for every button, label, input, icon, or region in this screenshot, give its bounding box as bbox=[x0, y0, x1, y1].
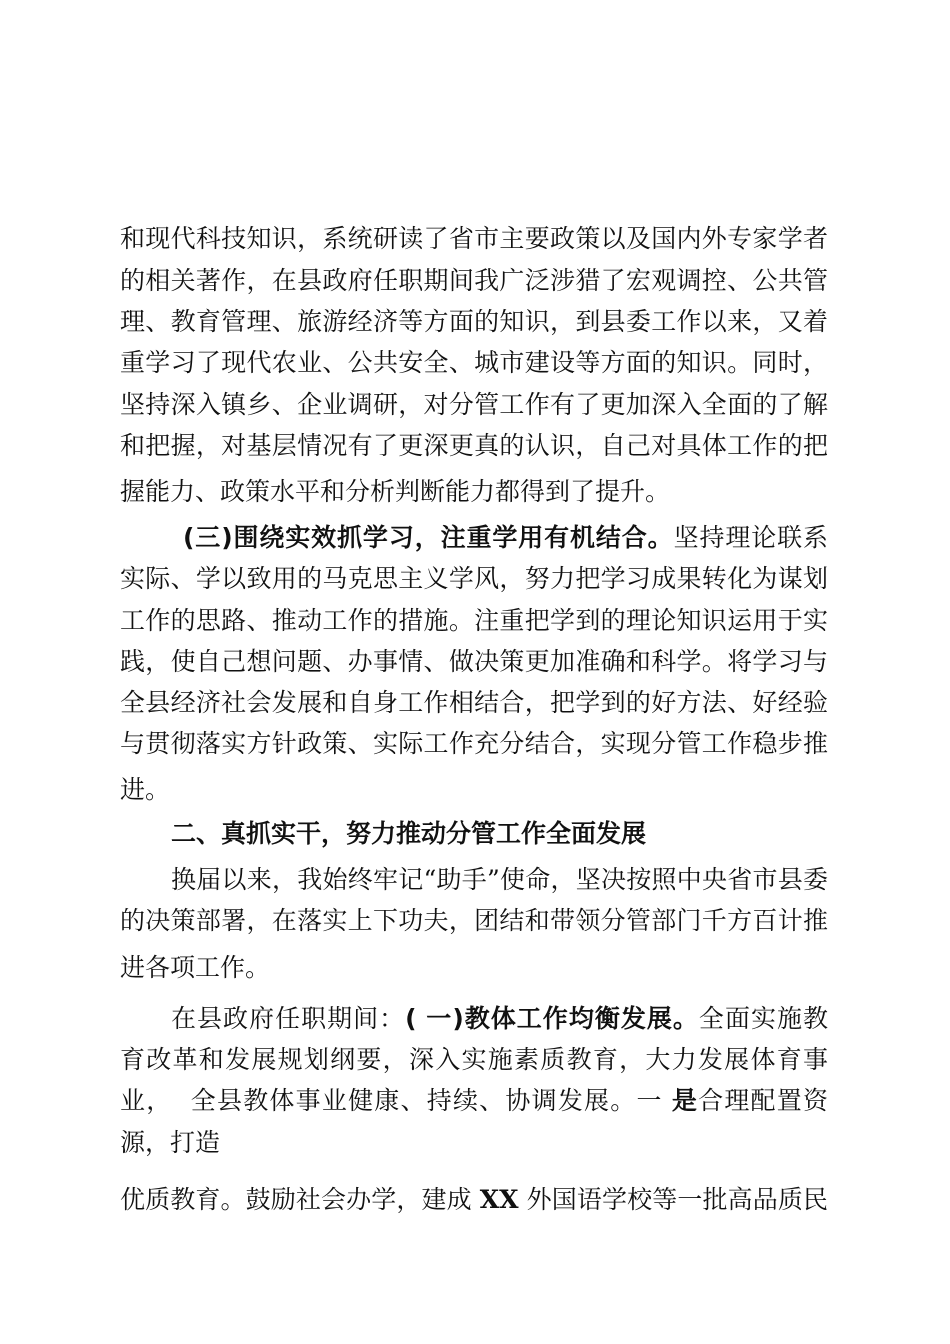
text-line: 源，打造 bbox=[120, 1128, 221, 1157]
text-run: 外国语学校等一批高品质民 bbox=[518, 1185, 828, 1214]
text-line: 育改革和发展规划纲要，深入实施素质教育，大力发展体育事 bbox=[120, 1045, 828, 1074]
bold-word: XX bbox=[479, 1185, 519, 1214]
text-line: 工作的思路、推动工作的措施。注重把学到的理论知识运用于实 bbox=[120, 606, 828, 635]
text-line: 和现代科技知识，系统研读了省市主要政策以及国内外专家学者 bbox=[120, 224, 828, 253]
text-run: 在县政府任职期间： bbox=[171, 1004, 406, 1033]
text-line: 重学习了现代农业、公共安全、城市建设等方面的知识。同时， bbox=[120, 348, 828, 377]
bold-lead: ( 一)教体工作均衡发展。 bbox=[405, 1004, 699, 1033]
text-line: 握能力、政策水平和分析判断能力都得到了提升。 bbox=[120, 477, 671, 506]
text-run: 全面实施教 bbox=[698, 1004, 828, 1033]
text-line: 与贯彻落实方针政策、实际工作充分结合，实现分管工作稳步推 bbox=[120, 729, 828, 758]
text-line: 践，使自己想问题、办事情、做决策更加准确和科学。将学习与 bbox=[120, 647, 828, 676]
text-run: 合理配置资 bbox=[698, 1086, 828, 1115]
text-line: 坚持深入镇乡、企业调研，对分管工作有了更加深入全面的了解 bbox=[120, 390, 828, 419]
text-run: 坚持理论联系 bbox=[673, 523, 828, 552]
paragraph-first-line bbox=[183, 521, 828, 555]
text-line bbox=[120, 1084, 828, 1118]
text-line: 进。 bbox=[120, 775, 171, 804]
text-line: 进各项工作。 bbox=[120, 953, 271, 982]
text-line: 的决策部署，在落实上下功夫，团结和带领分管部门千方百计推 bbox=[120, 906, 828, 935]
text-line: 实际、学以致用的马克思主义学风，努力把学习成果转化为谋划 bbox=[120, 564, 828, 593]
text-line: 的相关著作，在县政府任职期间我广泛涉猎了宏观调控、公共管 bbox=[120, 266, 828, 295]
text-line: 全县经济社会发展和自身工作相结合，把学到的好方法、好经验 bbox=[120, 688, 828, 717]
bold-word: 是 bbox=[671, 1086, 699, 1115]
bold-lead: (三)围绕实效抓学习，注重学用有机结合。 bbox=[183, 523, 674, 552]
text-run: 业， 全县教体事业健康、持续、协调发展。一 bbox=[120, 1086, 672, 1115]
text-line bbox=[120, 1183, 828, 1217]
section-heading: 二、真抓实干，努力推动分管工作全面发展 bbox=[171, 819, 647, 848]
text-line: 和把握，对基层情况有了更深更真的认识，自己对具体工作的把 bbox=[120, 431, 828, 460]
paragraph-first-line bbox=[171, 1002, 828, 1036]
text-line: 理、教育管理、旅游经济等方面的知识，到县委工作以来，又着 bbox=[120, 307, 828, 336]
text-run: 优质教育。鼓励社会办学，建成 bbox=[120, 1185, 480, 1214]
paragraph-first-line: 换届以来，我始终牢记“助手”使命，坚决按照中央省市县委 bbox=[171, 865, 828, 894]
